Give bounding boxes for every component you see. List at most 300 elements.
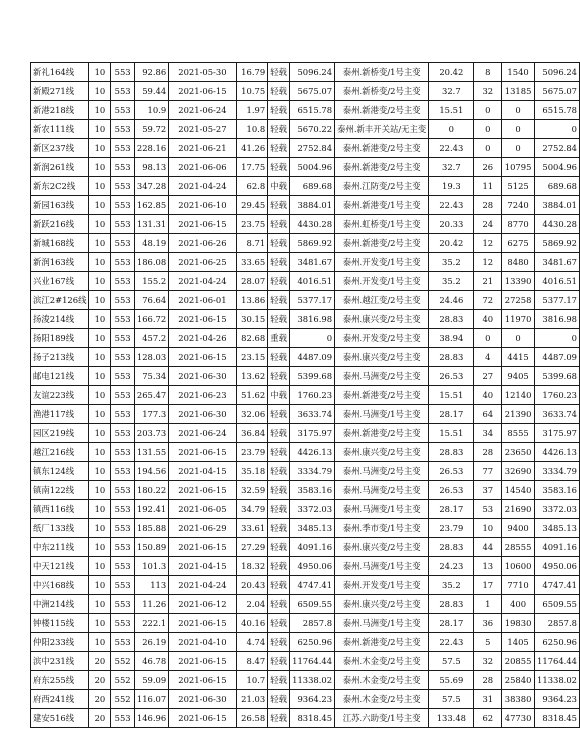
peak-date-cell: 2021-06-25 <box>169 253 236 272</box>
feeder-name-cell: 中洲214线 <box>31 595 89 614</box>
peak-date-cell: 2021-06-26 <box>169 234 236 253</box>
remaining-capacity-cell: 3583.16 <box>534 481 579 500</box>
available-capacity-cell: 11764.44 <box>290 652 335 671</box>
max-current-cell: 155.2 <box>134 272 168 291</box>
load-status-cell: 轻载 <box>268 538 290 557</box>
load-rate-cell: 10.8 <box>236 120 268 139</box>
voltage-level-cell: 10 <box>89 158 111 177</box>
table-row <box>31 557 580 576</box>
voltage-level-cell: 10 <box>89 633 111 652</box>
installed-capacity-cell: 19830 <box>502 614 535 633</box>
transformer-load-cell: 15.51 <box>429 424 474 443</box>
transformer-load-cell: 57.5 <box>429 690 474 709</box>
available-capacity-cell: 5096.24 <box>290 63 335 82</box>
voltage-level-cell: 20 <box>89 671 111 690</box>
load-rate-cell: 23.75 <box>236 215 268 234</box>
load-rate-cell: 8.71 <box>236 234 268 253</box>
transformer-name-cell: 泰州.康兴变/2号主变 <box>335 538 429 557</box>
load-rate-cell: 27.29 <box>236 538 268 557</box>
available-capacity-cell: 3583.16 <box>290 481 335 500</box>
voltage-level-cell: 10 <box>89 215 111 234</box>
load-status-cell: 轻载 <box>268 633 290 652</box>
table-row <box>31 120 580 139</box>
transformer-name-cell: 泰州.新港变/2号主变 <box>335 101 429 120</box>
peak-date-cell: 2021-06-24 <box>169 101 236 120</box>
table-row <box>31 196 580 215</box>
installed-capacity-cell: 0 <box>502 101 535 120</box>
remaining-capacity-cell: 3334.79 <box>534 462 579 481</box>
line-rated-capacity-cell: 553 <box>111 633 135 652</box>
table-row <box>31 462 580 481</box>
load-rate-cell: 13.86 <box>236 291 268 310</box>
installed-capacity-cell: 23650 <box>502 443 535 462</box>
available-capacity-cell: 3334.79 <box>290 462 335 481</box>
load-rate-cell: 62.8 <box>236 177 268 196</box>
transformer-load-cell: 15.51 <box>429 101 474 120</box>
table-row <box>31 614 580 633</box>
transformer-name-cell: 泰州.康兴变/2号主变 <box>335 443 429 462</box>
feeder-name-cell: 镇西116线 <box>31 500 89 519</box>
voltage-level-cell: 10 <box>89 405 111 424</box>
available-capacity-cell: 0 <box>290 329 335 348</box>
table-row <box>31 671 580 690</box>
installed-capacity-cell: 1405 <box>502 633 535 652</box>
available-capacity-cell: 3175.97 <box>290 424 335 443</box>
remaining-capacity-cell: 3175.97 <box>534 424 579 443</box>
max-current-cell: 46.78 <box>134 652 168 671</box>
voltage-level-cell: 10 <box>89 462 111 481</box>
line-rated-capacity-cell: 553 <box>111 538 135 557</box>
available-capacity-cell: 5675.07 <box>290 82 335 101</box>
remaining-capacity-cell: 0 <box>534 120 579 139</box>
available-capacity-cell: 5399.68 <box>290 367 335 386</box>
voltage-level-cell: 10 <box>89 348 111 367</box>
peak-date-cell: 2021-04-24 <box>169 576 236 595</box>
transformer-name-cell: 泰州.康兴变/2号主变 <box>335 348 429 367</box>
installed-capacity-cell: 10600 <box>502 557 535 576</box>
max-current-cell: 347.28 <box>134 177 168 196</box>
max-current-cell: 177.3 <box>134 405 168 424</box>
load-rate-cell: 33.65 <box>236 253 268 272</box>
table-row <box>31 424 580 443</box>
feeder-name-cell: 滨中231线 <box>31 652 89 671</box>
table-row <box>31 234 580 253</box>
transformer-load-cell: 28.17 <box>429 500 474 519</box>
installed-capacity-cell: 11970 <box>502 310 535 329</box>
feeder-name-cell: 府东255线 <box>31 671 89 690</box>
table-row <box>31 595 580 614</box>
available-capacity-cell: 6509.55 <box>290 595 335 614</box>
line-rated-capacity-cell: 553 <box>111 462 135 481</box>
load-status-cell: 轻载 <box>268 462 290 481</box>
table-row <box>31 709 580 728</box>
line-rated-capacity-cell: 553 <box>111 139 135 158</box>
table-row <box>31 367 580 386</box>
load-rate-cell: 35.18 <box>236 462 268 481</box>
load-status-cell: 轻载 <box>268 405 290 424</box>
available-capacity-cell: 2752.84 <box>290 139 335 158</box>
transformer-name-cell: 泰州.新港变/2号主变 <box>335 158 429 177</box>
max-current-cell: 10.9 <box>134 101 168 120</box>
installed-capacity-cell: 0 <box>502 329 535 348</box>
remaining-capacity-cell: 3884.01 <box>534 196 579 215</box>
remaining-capacity-cell: 4426.13 <box>534 443 579 462</box>
peak-date-cell: 2021-06-10 <box>169 196 236 215</box>
transformer-name-cell: 泰州.季市变/1号主变 <box>335 519 429 538</box>
installed-capacity-cell: 0 <box>502 139 535 158</box>
user-count-cell: 12 <box>474 253 502 272</box>
transformer-load-cell: 38.94 <box>429 329 474 348</box>
load-status-cell: 轻载 <box>268 481 290 500</box>
installed-capacity-cell: 13390 <box>502 272 535 291</box>
load-rate-cell: 1.97 <box>236 101 268 120</box>
feeder-name-cell: 新港218线 <box>31 101 89 120</box>
load-rate-cell: 28.07 <box>236 272 268 291</box>
table-row <box>31 443 580 462</box>
installed-capacity-cell: 5125 <box>502 177 535 196</box>
remaining-capacity-cell: 1760.23 <box>534 386 579 405</box>
transformer-name-cell: 泰州.马洲变/1号主变 <box>335 500 429 519</box>
transformer-name-cell: 泰州.新桥变/1号主变 <box>335 63 429 82</box>
line-rated-capacity-cell: 553 <box>111 614 135 633</box>
voltage-level-cell: 10 <box>89 519 111 538</box>
available-capacity-cell: 3816.98 <box>290 310 335 329</box>
available-capacity-cell: 5004.96 <box>290 158 335 177</box>
available-capacity-cell: 4747.41 <box>290 576 335 595</box>
peak-date-cell: 2021-06-15 <box>169 538 236 557</box>
line-rated-capacity-cell: 553 <box>111 291 135 310</box>
transformer-load-cell: 28.83 <box>429 443 474 462</box>
load-rate-cell: 23.79 <box>236 443 268 462</box>
feeder-name-cell: 中兴168线 <box>31 576 89 595</box>
transformer-load-cell: 35.2 <box>429 272 474 291</box>
feeder-name-cell: 仲阳233线 <box>31 633 89 652</box>
load-rate-cell: 51.62 <box>236 386 268 405</box>
transformer-name-cell: 江苏.六助变/1号主变 <box>335 709 429 728</box>
transformer-load-cell: 28.83 <box>429 595 474 614</box>
user-count-cell: 28 <box>474 196 502 215</box>
max-current-cell: 194.56 <box>134 462 168 481</box>
line-rated-capacity-cell: 553 <box>111 196 135 215</box>
feeder-name-cell: 镇南122线 <box>31 481 89 500</box>
remaining-capacity-cell: 3485.13 <box>534 519 579 538</box>
peak-date-cell: 2021-04-10 <box>169 633 236 652</box>
voltage-level-cell: 10 <box>89 576 111 595</box>
available-capacity-cell: 3633.74 <box>290 405 335 424</box>
max-current-cell: 131.55 <box>134 443 168 462</box>
remaining-capacity-cell: 3633.74 <box>534 405 579 424</box>
load-rate-cell: 29.45 <box>236 196 268 215</box>
transformer-load-cell: 55.69 <box>429 671 474 690</box>
max-current-cell: 185.88 <box>134 519 168 538</box>
max-current-cell: 192.41 <box>134 500 168 519</box>
max-current-cell: 59.72 <box>134 120 168 139</box>
load-rate-cell: 32.06 <box>236 405 268 424</box>
table-row <box>31 481 580 500</box>
transformer-load-cell: 26.53 <box>429 462 474 481</box>
voltage-level-cell: 10 <box>89 196 111 215</box>
voltage-level-cell: 10 <box>89 120 111 139</box>
user-count-cell: 0 <box>474 101 502 120</box>
user-count-cell: 37 <box>474 481 502 500</box>
table-row <box>31 177 580 196</box>
load-status-cell: 轻载 <box>268 234 290 253</box>
transformer-name-cell: 泰州.江防变/2号主变 <box>335 177 429 196</box>
installed-capacity-cell: 1540 <box>502 63 535 82</box>
transformer-load-cell: 32.7 <box>429 82 474 101</box>
load-rate-cell: 26.58 <box>236 709 268 728</box>
transformer-name-cell: 泰州.马洲变/2号主变 <box>335 367 429 386</box>
load-status-cell: 轻载 <box>268 690 290 709</box>
transformer-name-cell: 泰州.开发变/2号主变 <box>335 329 429 348</box>
load-rate-cell: 18.32 <box>236 557 268 576</box>
installed-capacity-cell: 400 <box>502 595 535 614</box>
transformer-name-cell: 泰州.木金变/2号主变 <box>335 671 429 690</box>
remaining-capacity-cell: 8318.45 <box>534 709 579 728</box>
transformer-name-cell: 泰州.马洲变/2号主变 <box>335 481 429 500</box>
max-current-cell: 457.2 <box>134 329 168 348</box>
load-status-cell: 轻载 <box>268 310 290 329</box>
user-count-cell: 5 <box>474 633 502 652</box>
line-rated-capacity-cell: 553 <box>111 177 135 196</box>
feeder-name-cell: 新东2C2线 <box>31 177 89 196</box>
peak-date-cell: 2021-06-15 <box>169 348 236 367</box>
available-capacity-cell: 6250.96 <box>290 633 335 652</box>
voltage-level-cell: 20 <box>89 709 111 728</box>
installed-capacity-cell: 6275 <box>502 234 535 253</box>
remaining-capacity-cell: 2752.84 <box>534 139 579 158</box>
load-status-cell: 重载 <box>268 329 290 348</box>
feeder-name-cell: 纸厂133线 <box>31 519 89 538</box>
installed-capacity-cell: 9400 <box>502 519 535 538</box>
max-current-cell: 131.31 <box>134 215 168 234</box>
peak-date-cell: 2021-06-15 <box>169 443 236 462</box>
table-row <box>31 215 580 234</box>
peak-date-cell: 2021-06-15 <box>169 671 236 690</box>
installed-capacity-cell: 21390 <box>502 405 535 424</box>
table-row <box>31 329 580 348</box>
table-row <box>31 158 580 177</box>
line-rated-capacity-cell: 553 <box>111 405 135 424</box>
transformer-name-cell: 泰州.马洲变/1号主变 <box>335 614 429 633</box>
line-rated-capacity-cell: 552 <box>111 671 135 690</box>
remaining-capacity-cell: 689.68 <box>534 177 579 196</box>
table-row <box>31 690 580 709</box>
load-status-cell: 轻载 <box>268 158 290 177</box>
load-status-cell: 轻载 <box>268 348 290 367</box>
load-status-cell: 轻载 <box>268 82 290 101</box>
remaining-capacity-cell: 0 <box>534 329 579 348</box>
transformer-load-cell: 57.5 <box>429 652 474 671</box>
installed-capacity-cell: 7710 <box>502 576 535 595</box>
transformer-load-cell: 28.83 <box>429 310 474 329</box>
installed-capacity-cell: 25840 <box>502 671 535 690</box>
installed-capacity-cell: 4415 <box>502 348 535 367</box>
transformer-load-cell: 24.46 <box>429 291 474 310</box>
max-current-cell: 222.1 <box>134 614 168 633</box>
peak-date-cell: 2021-06-21 <box>169 139 236 158</box>
voltage-level-cell: 10 <box>89 595 111 614</box>
installed-capacity-cell: 38380 <box>502 690 535 709</box>
table-row <box>31 405 580 424</box>
peak-date-cell: 2021-06-15 <box>169 709 236 728</box>
load-status-cell: 轻载 <box>268 291 290 310</box>
load-status-cell: 轻载 <box>268 709 290 728</box>
installed-capacity-cell: 9405 <box>502 367 535 386</box>
max-current-cell: 11.26 <box>134 595 168 614</box>
remaining-capacity-cell: 3816.98 <box>534 310 579 329</box>
transformer-load-cell: 26.53 <box>429 481 474 500</box>
peak-date-cell: 2021-06-30 <box>169 690 236 709</box>
load-rate-cell: 41.26 <box>236 139 268 158</box>
voltage-level-cell: 20 <box>89 690 111 709</box>
feeder-name-cell: 府西241线 <box>31 690 89 709</box>
line-rated-capacity-cell: 553 <box>111 595 135 614</box>
voltage-level-cell: 10 <box>89 253 111 272</box>
feeder-name-cell: 邮电121线 <box>31 367 89 386</box>
voltage-level-cell: 10 <box>89 82 111 101</box>
line-rated-capacity-cell: 553 <box>111 158 135 177</box>
transformer-name-cell: 泰州.开发变/1号主变 <box>335 253 429 272</box>
transformer-load-cell: 24.23 <box>429 557 474 576</box>
installed-capacity-cell: 7240 <box>502 196 535 215</box>
transformer-name-cell: 泰州.虹桥变/1号主变 <box>335 215 429 234</box>
table-body <box>31 63 580 728</box>
max-current-cell: 48.19 <box>134 234 168 253</box>
remaining-capacity-cell: 5377.17 <box>534 291 579 310</box>
max-current-cell: 150.89 <box>134 538 168 557</box>
peak-date-cell: 2021-05-27 <box>169 120 236 139</box>
transformer-load-cell: 20.33 <box>429 215 474 234</box>
installed-capacity-cell: 10795 <box>502 158 535 177</box>
remaining-capacity-cell: 5869.92 <box>534 234 579 253</box>
load-rate-cell: 34.79 <box>236 500 268 519</box>
voltage-level-cell: 10 <box>89 234 111 253</box>
user-count-cell: 21 <box>474 272 502 291</box>
line-rated-capacity-cell: 553 <box>111 424 135 443</box>
user-count-cell: 31 <box>474 690 502 709</box>
voltage-level-cell: 10 <box>89 386 111 405</box>
user-count-cell: 28 <box>474 671 502 690</box>
max-current-cell: 166.72 <box>134 310 168 329</box>
table-row <box>31 538 580 557</box>
transformer-name-cell: 泰州.木金变/2号主变 <box>335 690 429 709</box>
voltage-level-cell: 10 <box>89 329 111 348</box>
installed-capacity-cell: 32690 <box>502 462 535 481</box>
transformer-load-cell: 15.51 <box>429 386 474 405</box>
table-row <box>31 519 580 538</box>
available-capacity-cell: 9364.23 <box>290 690 335 709</box>
available-capacity-cell: 689.68 <box>290 177 335 196</box>
peak-date-cell: 2021-06-30 <box>169 405 236 424</box>
transformer-name-cell: 泰州.新港变/2号主变 <box>335 386 429 405</box>
transformer-load-cell: 19.3 <box>429 177 474 196</box>
max-current-cell: 92.86 <box>134 63 168 82</box>
user-count-cell: 1 <box>474 595 502 614</box>
feeder-name-cell: 新殿271线 <box>31 82 89 101</box>
line-rated-capacity-cell: 553 <box>111 500 135 519</box>
peak-date-cell: 2021-06-15 <box>169 82 236 101</box>
line-rated-capacity-cell: 553 <box>111 101 135 120</box>
load-rate-cell: 4.74 <box>236 633 268 652</box>
feeder-name-cell: 中天121线 <box>31 557 89 576</box>
table-row <box>31 310 580 329</box>
table-row <box>31 82 580 101</box>
voltage-level-cell: 10 <box>89 63 111 82</box>
max-current-cell: 59.44 <box>134 82 168 101</box>
installed-capacity-cell: 12140 <box>502 386 535 405</box>
peak-date-cell: 2021-06-15 <box>169 215 236 234</box>
peak-date-cell: 2021-04-24 <box>169 177 236 196</box>
available-capacity-cell: 1760.23 <box>290 386 335 405</box>
transformer-load-cell: 20.42 <box>429 63 474 82</box>
available-capacity-cell: 8318.45 <box>290 709 335 728</box>
voltage-level-cell: 10 <box>89 291 111 310</box>
transformer-name-cell: 泰州.新港变/2号主变 <box>335 139 429 158</box>
remaining-capacity-cell: 2857.8 <box>534 614 579 633</box>
user-count-cell: 44 <box>474 538 502 557</box>
voltage-level-cell: 10 <box>89 310 111 329</box>
user-count-cell: 0 <box>474 329 502 348</box>
line-rated-capacity-cell: 553 <box>111 120 135 139</box>
load-status-cell: 轻载 <box>268 101 290 120</box>
user-count-cell: 0 <box>474 120 502 139</box>
voltage-level-cell: 10 <box>89 481 111 500</box>
user-count-cell: 28 <box>474 443 502 462</box>
peak-date-cell: 2021-06-15 <box>169 652 236 671</box>
user-count-cell: 17 <box>474 576 502 595</box>
peak-date-cell: 2021-04-15 <box>169 557 236 576</box>
line-rated-capacity-cell: 552 <box>111 652 135 671</box>
remaining-capacity-cell: 4430.28 <box>534 215 579 234</box>
transformer-name-cell: 泰州.新港变/2号主变 <box>335 633 429 652</box>
remaining-capacity-cell: 4950.06 <box>534 557 579 576</box>
load-rate-cell: 30.15 <box>236 310 268 329</box>
transformer-load-cell: 28.17 <box>429 405 474 424</box>
voltage-level-cell: 10 <box>89 614 111 633</box>
installed-capacity-cell: 0 <box>502 120 535 139</box>
load-status-cell: 轻载 <box>268 424 290 443</box>
user-count-cell: 40 <box>474 310 502 329</box>
load-rate-cell: 8.47 <box>236 652 268 671</box>
line-rated-capacity-cell: 553 <box>111 329 135 348</box>
load-status-cell: 轻载 <box>268 576 290 595</box>
available-capacity-cell: 4091.16 <box>290 538 335 557</box>
line-rated-capacity-cell: 553 <box>111 310 135 329</box>
feeder-name-cell: 钟楼115线 <box>31 614 89 633</box>
user-count-cell: 40 <box>474 386 502 405</box>
peak-date-cell: 2021-04-15 <box>169 462 236 481</box>
table-row <box>31 386 580 405</box>
installed-capacity-cell: 14540 <box>502 481 535 500</box>
voltage-level-cell: 10 <box>89 101 111 120</box>
available-capacity-cell: 4426.13 <box>290 443 335 462</box>
installed-capacity-cell: 8480 <box>502 253 535 272</box>
feeder-name-cell: 新城168线 <box>31 234 89 253</box>
transformer-load-cell: 22.43 <box>429 633 474 652</box>
transformer-load-cell: 35.2 <box>429 253 474 272</box>
available-capacity-cell: 3372.03 <box>290 500 335 519</box>
table-row <box>31 652 580 671</box>
available-capacity-cell: 3485.13 <box>290 519 335 538</box>
transformer-load-cell: 23.79 <box>429 519 474 538</box>
feeder-name-cell: 园区219线 <box>31 424 89 443</box>
feeder-name-cell: 新润261线 <box>31 158 89 177</box>
max-current-cell: 116.07 <box>134 690 168 709</box>
peak-date-cell: 2021-05-30 <box>169 63 236 82</box>
available-capacity-cell: 6515.78 <box>290 101 335 120</box>
load-status-cell: 轻载 <box>268 652 290 671</box>
